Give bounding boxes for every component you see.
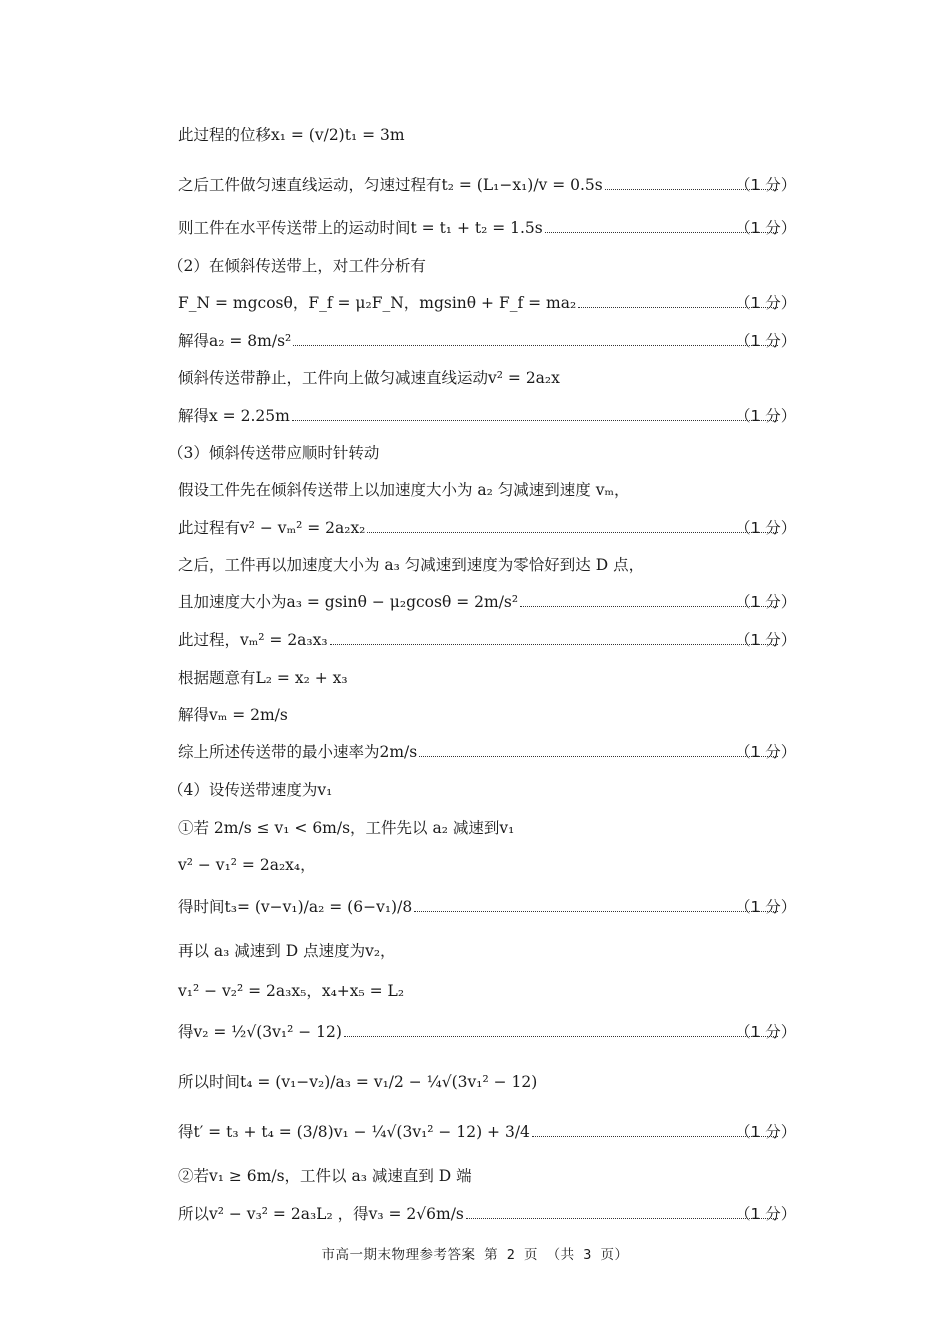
line-text: 之后工件做匀速直线运动，匀速过程有t₂ = (L₁−x₁)/v = 0.5s (178, 176, 603, 194)
score-mark: （1 分） (735, 332, 797, 350)
line-text: 倾斜传送带静止，工件向上做匀减速直线运动v² = 2a₂x (178, 369, 560, 387)
section-heading (168, 779, 782, 801)
answer-line (178, 1121, 797, 1143)
leader-dots (419, 755, 778, 757)
line-text: 综上所述传送带的最小速率为2m/s (178, 743, 418, 761)
leader-dots (344, 1035, 778, 1037)
line-text: 解得vₘ = 2m/s (178, 706, 288, 724)
answer-line (178, 854, 782, 876)
line-text: 得t′ = t₃ + t₄ = (3/8)v₁ − ¼√(3v₁² − 12) + 3/4 (178, 1123, 530, 1141)
line-text: 解得x = 2.25m (178, 407, 290, 425)
answer-line (178, 741, 797, 763)
answer-line (178, 629, 797, 651)
section-heading (168, 255, 782, 277)
page-footer: 市高一期末物理参考答案 第 2 页 （共 3 页） (321, 1247, 629, 1263)
answer-line (178, 367, 782, 389)
answer-line (178, 1071, 782, 1093)
score-mark: （1 分） (735, 294, 797, 312)
answer-line (178, 554, 782, 576)
line-text: 此过程，vₘ² = 2a₃x₃ (178, 631, 328, 649)
line-text: 解得a₂ = 8m/s² (178, 332, 292, 350)
leader-dots (293, 344, 778, 346)
answer-line (178, 217, 797, 239)
answer-line (178, 517, 797, 539)
answer-line (178, 174, 797, 196)
answer-line (178, 1021, 797, 1043)
line-text: 所以v² − v₃² = 2a₃L₂ ，得v₃ = 2√6m/s (178, 1205, 464, 1223)
score-mark: （1 分） (735, 1205, 797, 1223)
line-text: 再以 a₃ 减速到 D 点速度为v₂， (178, 942, 396, 960)
line-text: 所以时间t₄ = (v₁−v₂)/a₃ = v₁/2 − ¼√(3v₁² − 12) (178, 1073, 538, 1091)
line-text: 假设工件先在倾斜传送带上以加速度大小为 a₂ 匀减速到速度 vₘ， (178, 481, 630, 499)
line-text: 则工件在水平传送带上的运动时间t = t₁ + t₂ = 1.5s (178, 219, 543, 237)
answer-line (178, 330, 797, 352)
section-heading (168, 442, 782, 464)
line-text: ①若 2m/s ≤ v₁ < 6m/s，工件先以 a₂ 减速到v₁ (178, 819, 515, 837)
answer-line (178, 479, 782, 501)
line-text: （3）倾斜传送带应顺时针转动 (168, 444, 380, 462)
score-mark: （1 分） (735, 898, 797, 916)
line-text: 得时间t₃= (v−v₁)/a₂ = (6−v₁)/8 (178, 898, 413, 916)
score-mark: （1 分） (735, 219, 797, 237)
leader-dots (367, 531, 778, 533)
answer-line (178, 1203, 797, 1225)
score-mark: （1 分） (735, 176, 797, 194)
answer-line (178, 817, 782, 839)
answer-line (178, 1165, 782, 1187)
line-text: v₁² − v₂² = 2a₃x₅，x₄+x₅ = L₂ (178, 982, 405, 1000)
score-mark: （1 分） (735, 1123, 797, 1141)
line-text: （2）在倾斜传送带上，对工件分析有 (168, 257, 426, 275)
answer-line (178, 980, 782, 1002)
answer-line (178, 667, 782, 689)
line-text: ②若v₁ ≥ 6m/s，工件以 a₃ 减速直到 D 端 (178, 1167, 472, 1185)
score-mark: （1 分） (735, 519, 797, 537)
leader-dots (414, 910, 778, 912)
leader-dots (330, 643, 778, 645)
score-mark: （1 分） (735, 407, 797, 425)
leader-dots (292, 419, 778, 421)
line-text: 此过程的位移x₁ = (v/2)t₁ = 3m (178, 126, 405, 144)
line-text: 此过程有v² − vₘ² = 2a₂x₂ (178, 519, 366, 537)
line-text: （4）设传送带速度为v₁ (168, 781, 333, 799)
score-mark: （1 分） (735, 743, 797, 761)
line-text: 根据题意有L₂ = x₂ + x₃ (178, 669, 348, 687)
answer-line (178, 704, 782, 726)
line-text: 得v₂ = ½√(3v₁² − 12) (178, 1023, 342, 1041)
answer-line (178, 591, 797, 613)
line-text: 之后，工件再以加速度大小为 a₃ 匀减速到速度为零恰好到达 D 点， (178, 556, 645, 574)
line-text: F_N = mgcosθ，F_f = μ₂F_N，mgsinθ + F_f = ma₂ (178, 294, 577, 312)
score-mark: （1 分） (735, 631, 797, 649)
answer-line (178, 405, 797, 427)
score-mark: （1 分） (735, 1023, 797, 1041)
leader-dots (466, 1217, 778, 1219)
line-text: 且加速度大小为a₃ = gsinθ − μ₂gcosθ = 2m/s² (178, 593, 519, 611)
answer-line (178, 940, 782, 962)
line-text: v² − v₁² = 2a₂x₄， (178, 856, 316, 874)
answer-line (178, 292, 797, 314)
score-mark: （1 分） (735, 593, 797, 611)
answer-line (178, 124, 782, 146)
answer-line (178, 896, 797, 918)
